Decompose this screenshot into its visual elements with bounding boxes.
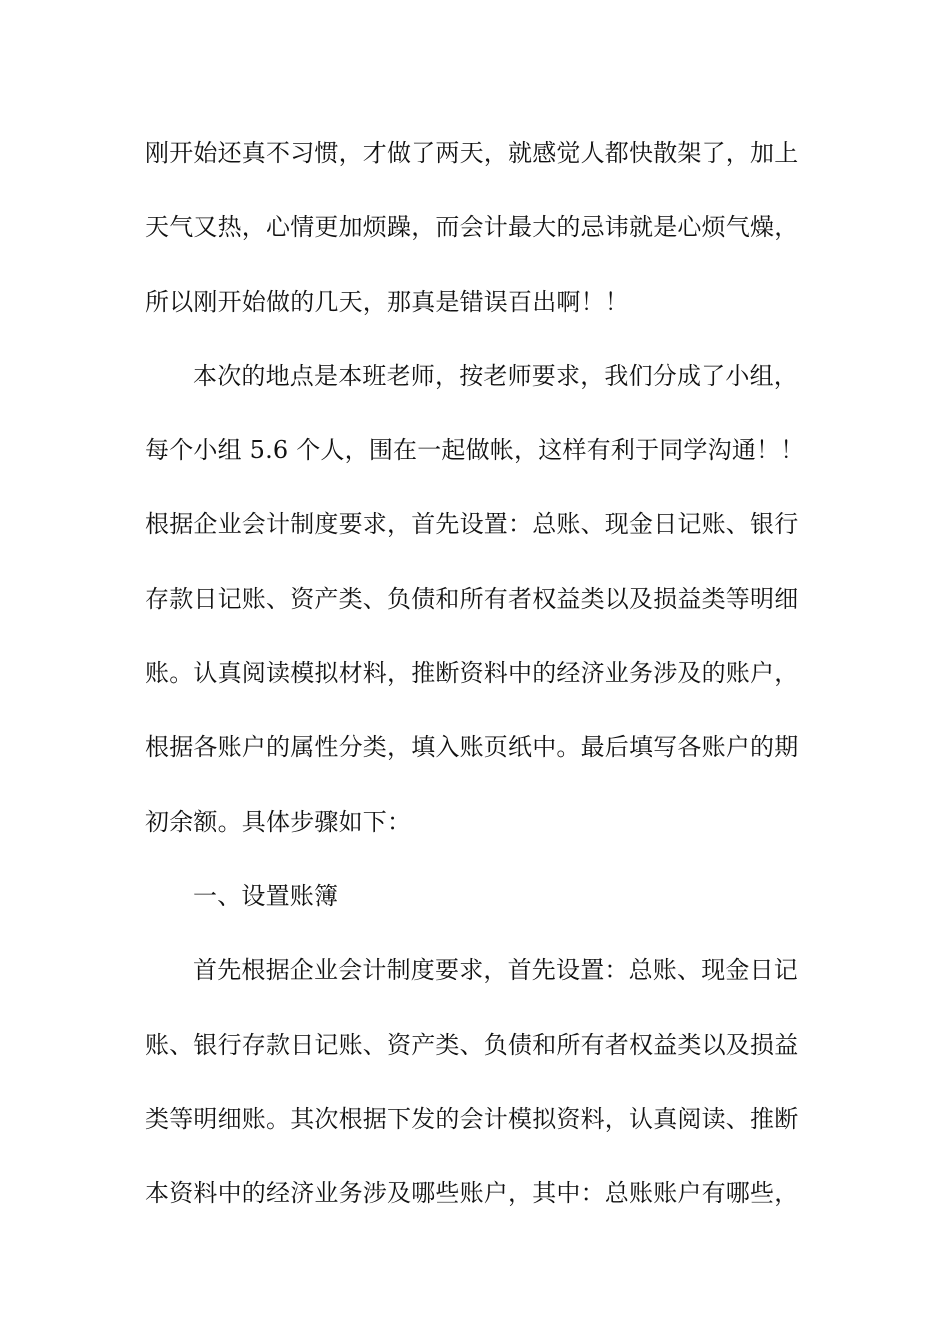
document-body — [145, 130, 807, 1244]
text-line: 每个小组 5.6 个人，围在一起做帐，这样有利于同学沟通！！ — [145, 436, 805, 465]
text-line: 类等明细账。其次根据下发的会计模拟资料，认真阅读、推断 — [145, 1104, 799, 1133]
text-line: 所以刚开始做的几天，那真是错误百出啊！！ — [145, 287, 629, 316]
text-line: 账、银行存款日记账、资产类、负债和所有者权益类以及损益 — [145, 1030, 799, 1059]
text-line: 存款日记账、资产类、负债和所有者权益类以及损益类等明细 — [145, 584, 799, 613]
paragraph-start-line: 本次的地点是本班老师，按老师要求，我们分成了小组， — [193, 361, 798, 390]
text-line: 初余额。具体步骤如下： — [145, 807, 412, 836]
text-line: 天气又热，心情更加烦躁，而会计最大的忌讳就是心烦气燥， — [145, 213, 799, 242]
text-line: 根据企业会计制度要求，首先设置：总账、现金日记账、银行 — [145, 510, 799, 539]
text-line: 根据各账户的属性分类，填入账页纸中。最后填写各账户的期 — [145, 733, 799, 762]
text-line: 刚开始还真不习惯，才做了两天，就感觉人都快散架了，加上 — [145, 139, 799, 167]
text-line: 账。认真阅读模拟材料，推断资料中的经济业务涉及的账户， — [145, 659, 799, 688]
paragraph-start-line: 首先根据企业会计制度要求，首先设置：总账、现金日记 — [193, 956, 798, 985]
section-heading: 一、设置账簿 — [193, 881, 339, 910]
text-line: 本资料中的经济业务涉及哪些账户，其中：总账账户有哪些， — [145, 1179, 799, 1208]
